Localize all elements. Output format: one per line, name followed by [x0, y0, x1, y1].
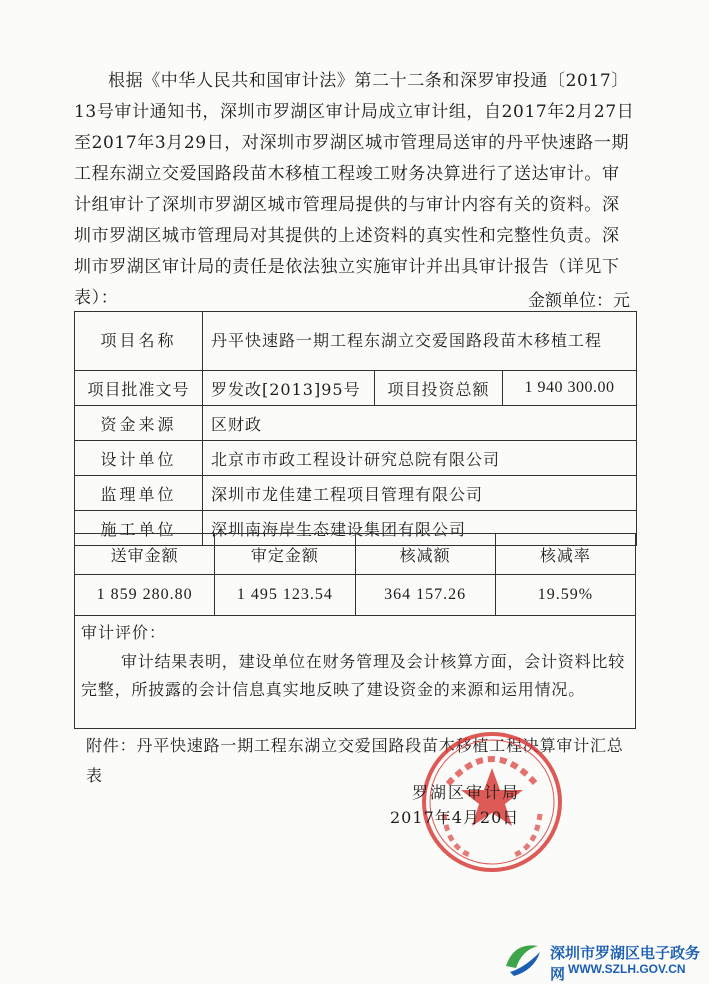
approval-value: 罗发改[2013]95号 — [203, 371, 375, 406]
table-row — [75, 441, 637, 476]
reduction-amount-value: 364 157.26 — [355, 575, 495, 616]
intro-paragraph: 根据《中华人民共和国审计法》第二十二条和深罗审投通〔2017〕13号审计通知书，深圳市罗湖区审计局成立审计组，自2017年2月27日至2017年3月29日，对深圳市罗湖区城市管理局送审的丹平快速路一期工程东湖立交爱国路段苗木移植工程竣工财务决算进行了送达审计。审计组审计了深圳市罗湖区城市管理局提供的与审计内容有关的资料。深圳市罗湖区城市管理局对其提供的上述资料的真实性和完整性负责。深圳市罗湖区审计局的责任是依法独立实施审计并出具审计报告（详见下表）： — [74, 71, 635, 308]
header-reduction-rate: 核减率 — [495, 534, 635, 575]
szlh-logo-icon — [500, 938, 546, 978]
reduction-rate-value: 19.59% — [495, 575, 635, 616]
table-row — [75, 312, 637, 371]
attachment-note: 附件：丹平快速路一期工程东湖立交爱国路段苗木移植工程决算审计汇总表 — [86, 736, 624, 785]
supervision-unit-label: 监理单位 — [75, 476, 203, 511]
project-name-value: 丹平快速路一期工程东湖立交爱国路段苗木移植工程 — [203, 312, 637, 371]
table-row — [75, 476, 637, 511]
site-name[interactable]: 深圳市罗湖区电子政务网 — [550, 945, 701, 983]
table-row — [75, 406, 637, 441]
investment-value: 1 940 300.00 — [503, 371, 637, 406]
approved-amount-value: 1 495 123.54 — [215, 575, 355, 616]
submitted-amount-value: 1 859 280.80 — [75, 575, 215, 616]
table-header-row — [75, 534, 636, 575]
table-row — [75, 371, 637, 406]
table-row — [75, 575, 636, 616]
evaluation-title: 审计评价： — [81, 623, 167, 642]
design-unit-label: 设计单位 — [75, 441, 203, 476]
header-approved-amount: 审定金额 — [215, 534, 355, 575]
fund-source-label: 资金来源 — [75, 406, 203, 441]
signing-date: 2017年4月20日 — [390, 808, 520, 827]
investment-label: 项目投资总额 — [375, 371, 503, 406]
approval-label: 项目批准文号 — [75, 371, 203, 406]
amount-table — [74, 533, 636, 616]
header-submitted-amount: 送审金额 — [75, 534, 215, 575]
supervision-unit-value: 深圳市龙佳建工程项目管理有限公司 — [203, 476, 637, 511]
evaluation-text: 审计结果表明，建设单位在财务管理及会计核算方面，会计资料比较完整，所披露的会计信息真实地反映了建设资金的来源和运用情况。 — [81, 652, 626, 699]
amount-unit-label: 金额单位：元 — [528, 291, 630, 311]
header-reduction-amount: 核减额 — [355, 534, 495, 575]
fund-source-value: 区财政 — [203, 406, 637, 441]
construction-unit-value: 深圳南海岸生态建设集团有限公司 — [203, 511, 637, 546]
site-url-link[interactable]: WWW.SZLH.GOV.CN — [568, 962, 686, 976]
design-unit-value: 北京市市政工程设计研究总院有限公司 — [203, 441, 637, 476]
project-info-table — [74, 311, 637, 546]
construction-unit-label: 施工单位 — [75, 511, 203, 546]
audit-evaluation-box — [74, 612, 636, 729]
signing-organization: 罗湖区审计局 — [412, 783, 521, 802]
project-name-label: 项目名称 — [75, 312, 203, 371]
